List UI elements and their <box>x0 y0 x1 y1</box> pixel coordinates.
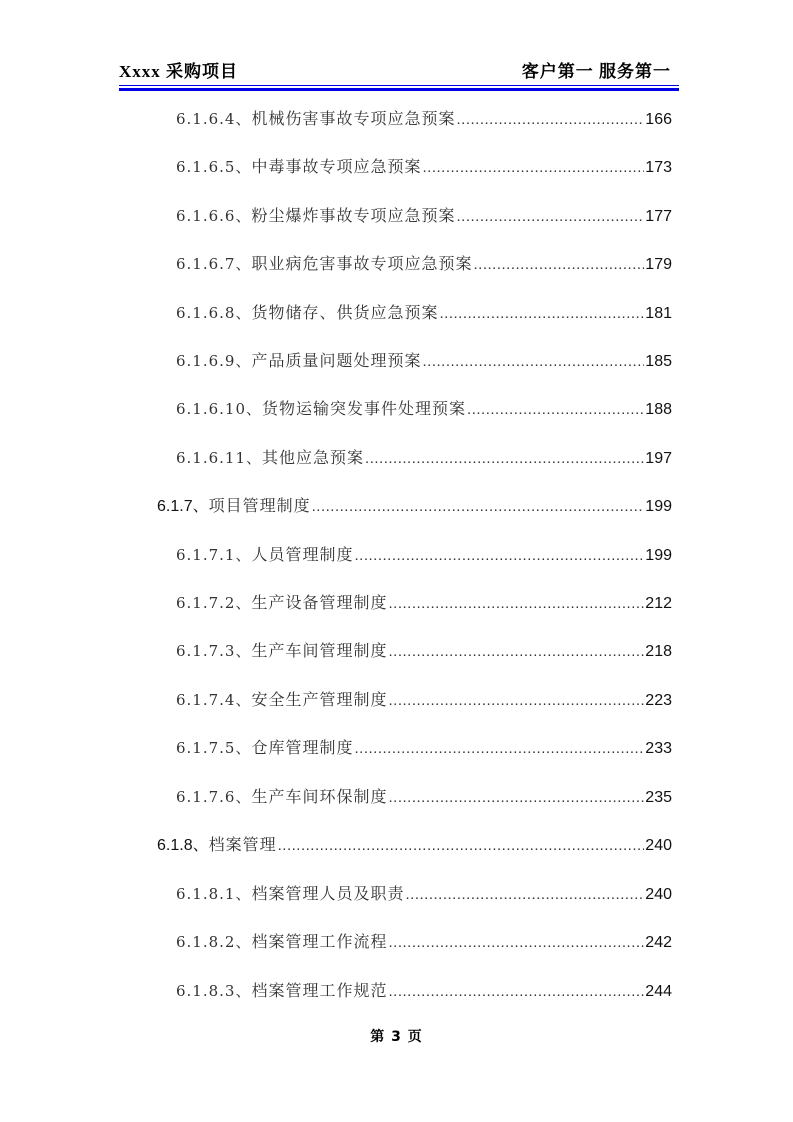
toc-entry[interactable] <box>176 978 672 1002</box>
toc-entry[interactable] <box>176 590 672 614</box>
toc-title: 生产车间管理制度 <box>251 641 388 660</box>
toc-title: 项目管理制度 <box>208 496 311 515</box>
header-slogan: 客户第一 服务第一 <box>521 62 671 81</box>
toc-page-number: 166 <box>645 111 672 128</box>
toc-number: 6.1.7.6、 <box>176 788 252 806</box>
toc-number: 6.1.6.9、 <box>176 352 252 370</box>
toc-page-number: 212 <box>645 595 672 612</box>
toc-number: 6.1.8.1、 <box>176 885 252 903</box>
toc-title: 生产车间环保制度 <box>251 787 388 806</box>
toc-leader-dots <box>389 595 645 612</box>
toc-entry[interactable] <box>176 154 672 178</box>
toc-leader-dots <box>312 498 645 515</box>
toc-title: 档案管理工作流程 <box>251 932 388 951</box>
header-rule-thick <box>119 88 679 91</box>
toc-page-number: 240 <box>645 886 672 903</box>
toc-number: 6.1.6.8、 <box>176 304 252 322</box>
project-title: Xxxx 采购项目 <box>119 62 239 81</box>
toc-entry[interactable] <box>176 638 672 662</box>
toc-title: 产品质量问题处理预案 <box>251 351 422 370</box>
toc-title: 货物运输突发事件处理预案 <box>262 399 467 418</box>
toc-page-number: 197 <box>645 450 672 467</box>
toc-leader-dots <box>389 692 645 709</box>
toc-leader-dots <box>457 111 645 128</box>
toc-leader-dots <box>389 789 645 806</box>
toc-number: 6.1.7.4、 <box>176 691 252 709</box>
toc-page-number: 199 <box>645 547 672 564</box>
toc-leader-dots <box>355 547 645 564</box>
toc-leader-dots <box>406 886 645 903</box>
toc-leader-dots <box>389 643 645 660</box>
toc-number: 6.1.7.2、 <box>176 594 252 612</box>
toc-title: 档案管理人员及职责 <box>251 884 405 903</box>
toc-page-number: 185 <box>645 353 672 370</box>
toc-leader-dots <box>457 208 645 225</box>
toc-entry-section[interactable] <box>157 493 672 517</box>
toc-entry[interactable] <box>176 396 672 420</box>
toc-title: 档案管理工作规范 <box>251 981 388 1000</box>
toc-entry[interactable] <box>176 348 672 372</box>
toc-page-number: 181 <box>645 305 672 322</box>
toc-entry[interactable] <box>176 300 672 324</box>
toc-number: 6.1.8.2、 <box>176 933 252 951</box>
toc-title: 生产设备管理制度 <box>251 593 388 612</box>
toc-number: 6.1.6.5、 <box>176 158 252 176</box>
toc-title: 职业病危害事故专项应急预案 <box>251 254 473 273</box>
toc-title: 中毒事故专项应急预案 <box>251 157 422 176</box>
toc-leader-dots <box>423 353 645 370</box>
page-header <box>119 55 679 83</box>
toc-title: 安全生产管理制度 <box>251 690 388 709</box>
toc-page-number: 223 <box>645 692 672 709</box>
toc-number: 6.1.7.5、 <box>176 739 252 757</box>
toc-number: 6.1.6.10、 <box>176 400 263 418</box>
toc-entry[interactable] <box>176 929 672 953</box>
toc-entry-section[interactable] <box>157 832 672 856</box>
toc-title: 粉尘爆炸事故专项应急预案 <box>251 206 456 225</box>
toc-entry[interactable] <box>176 687 672 711</box>
toc-entry[interactable] <box>176 445 672 469</box>
toc-leader-dots <box>440 305 645 322</box>
toc-number: 6.1.6.6、 <box>176 207 252 225</box>
toc-title: 其他应急预案 <box>262 448 365 467</box>
toc-number: 6.1.6.4、 <box>176 110 252 128</box>
toc-title: 人员管理制度 <box>251 545 354 564</box>
toc-number: 6.1.6.7、 <box>176 255 252 273</box>
toc-entry[interactable] <box>176 735 672 759</box>
toc-leader-dots <box>423 159 645 176</box>
toc-leader-dots <box>355 740 645 757</box>
toc-leader-dots <box>474 256 645 273</box>
toc-number: 6.1.8、 <box>157 837 209 854</box>
toc-title: 机械伤害事故专项应急预案 <box>251 109 456 128</box>
toc-number: 6.1.7.1、 <box>176 546 252 564</box>
toc-leader-dots <box>365 450 644 467</box>
toc-number: 6.1.6.11、 <box>176 449 263 467</box>
toc-leader-dots <box>278 837 645 854</box>
toc-entry[interactable] <box>176 881 672 905</box>
toc-entry[interactable] <box>176 106 672 130</box>
toc-title: 货物储存、供货应急预案 <box>251 303 439 322</box>
toc-page-number: 235 <box>645 789 672 806</box>
toc-page-number: 179 <box>645 256 672 273</box>
toc-title: 档案管理 <box>208 835 277 854</box>
toc-number: 6.1.7、 <box>157 498 209 515</box>
toc-number: 6.1.8.3、 <box>176 982 252 1000</box>
toc-number: 6.1.7.3、 <box>176 642 252 660</box>
toc-page-number: 242 <box>645 934 672 951</box>
toc-leader-dots <box>389 983 645 1000</box>
toc-page-number: 188 <box>645 401 672 418</box>
toc-page-number: 173 <box>645 159 672 176</box>
toc-page-number: 199 <box>645 498 672 515</box>
toc-page-number: 240 <box>645 837 672 854</box>
toc-page-number: 244 <box>645 983 672 1000</box>
toc-entry[interactable] <box>176 203 672 227</box>
header-rule-thin <box>119 85 679 86</box>
toc-page-number: 177 <box>645 208 672 225</box>
toc-leader-dots <box>467 401 644 418</box>
toc-page-number: 233 <box>645 740 672 757</box>
toc-title: 仓库管理制度 <box>251 738 354 757</box>
toc-entry[interactable] <box>176 251 672 275</box>
page-number-footer: 第 3 页 <box>370 1029 423 1045</box>
toc-page-number: 218 <box>645 643 672 660</box>
toc-entry[interactable] <box>176 542 672 566</box>
toc-entry[interactable] <box>176 784 672 808</box>
toc-leader-dots <box>389 934 645 951</box>
